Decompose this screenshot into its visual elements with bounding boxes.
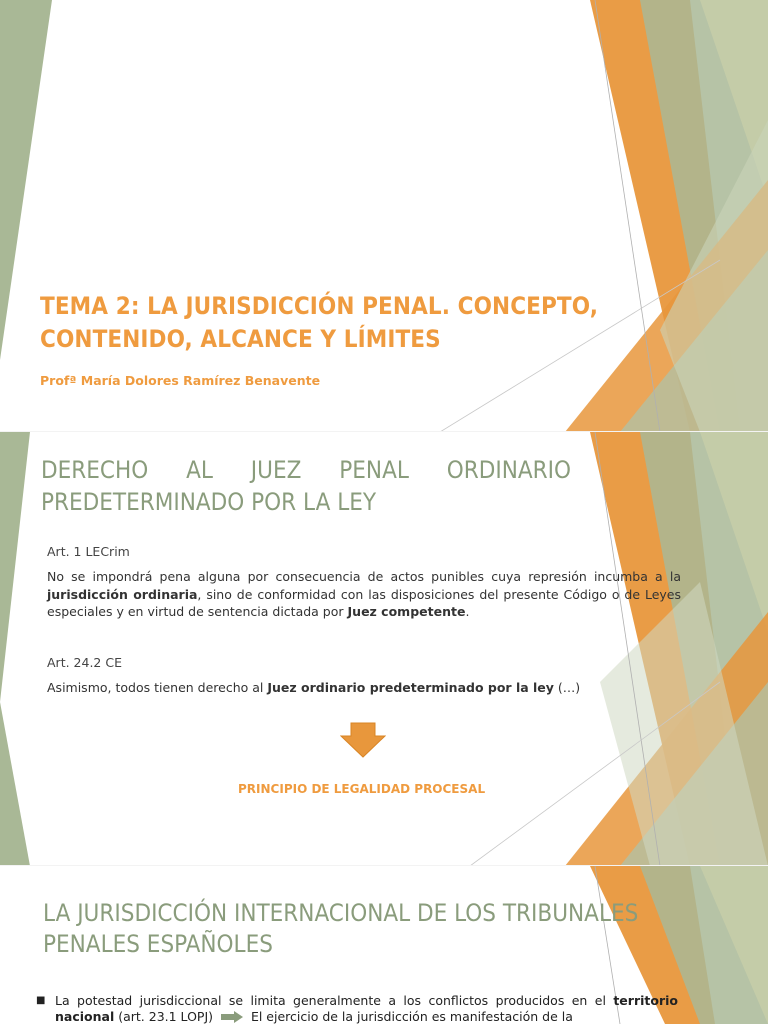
slide-decoration — [0, 0, 768, 432]
quoted-article-text: No se impondrá pena alguna por consecuencia de actos punibles cuya represión incumba a la jurisdicción ordinaria, sino de conformidad con las disposiciones del presente Código o de Leyes especiales y en virtud de sentencia dictada por Juez competente. — [47, 569, 681, 619]
down-arrow-icon — [340, 722, 386, 758]
article-reference: Art. 24.2 CE — [47, 655, 122, 670]
bullet-icon: ■ — [36, 995, 46, 1006]
principle-label: PRINCIPIO DE LEGALIDAD PROCESAL — [238, 782, 486, 796]
slide-heading: DERECHO AL JUEZ PENAL ORDINARIO PREDETERMINADO POR LA LEY — [41, 456, 571, 516]
quoted-article-text: Asimismo, todos tienen derecho al Juez ordinario predeterminado por la ley (…) — [47, 680, 581, 695]
slide-title — [0, 0, 768, 432]
author-subtitle: Profª María Dolores Ramírez Benavente — [40, 373, 321, 388]
right-arrow-icon — [220, 1010, 244, 1024]
presentation-title: TEMA 2: LA JURISDICCIÓN PENAL. CONCEPTO, CONTENIDO, ALCANCE Y LÍMITES — [40, 292, 598, 353]
list-item: ■ La potestad jurisdiccional se limita generalmente a los conflictos producidos en el territorio nacional (art. 23.1 LOPJ) El ejercicio de la jurisdicción es manifestación de la — [36, 993, 678, 1024]
article-reference: Art. 1 LECrim — [47, 544, 130, 559]
slide-heading: LA JURISDICCIÓN INTERNACIONAL DE LOS TRIBUNALES PENALES ESPAÑOLES — [43, 899, 639, 958]
